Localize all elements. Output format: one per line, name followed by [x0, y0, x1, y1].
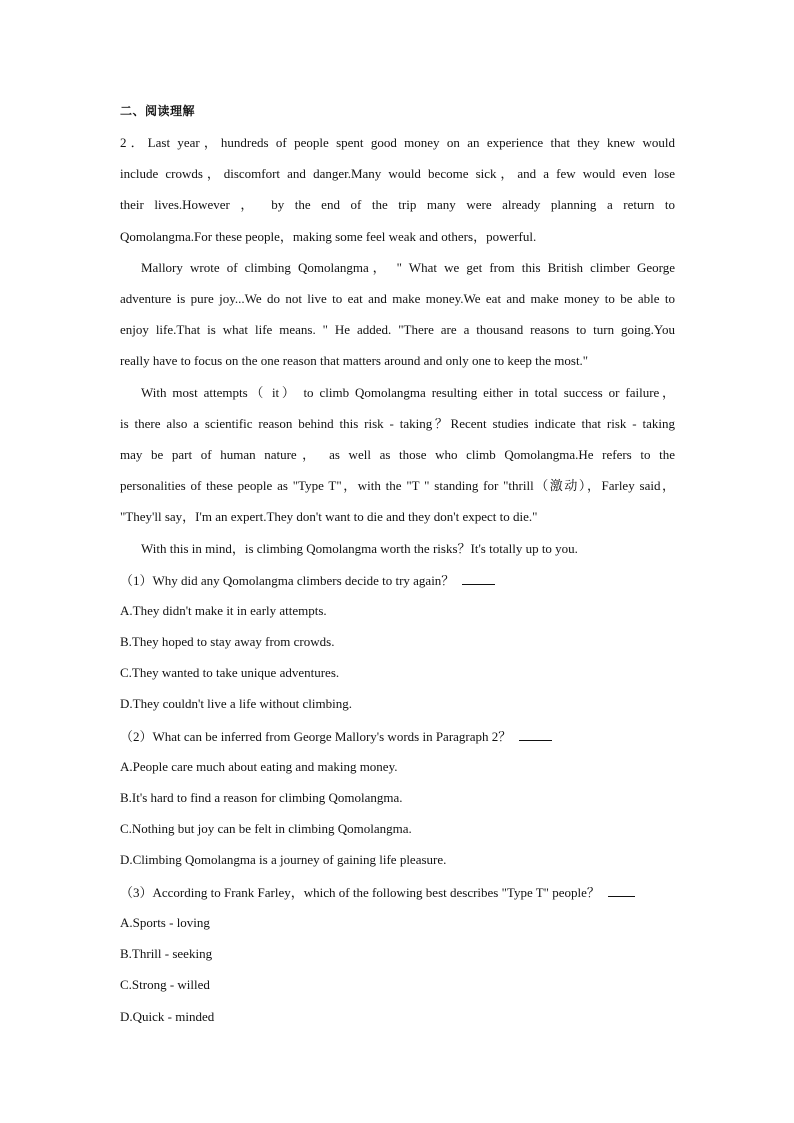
question-stem — [120, 571, 675, 590]
answer-option: C.Nothing but joy can be felt in climbing Qomolangma. — [120, 821, 412, 836]
answer-option: B.Thrill - seeking — [120, 946, 213, 961]
passage-line: enjoy life.That is what life means. " He added. "There are a thousand reasons to turn going.You — [120, 322, 675, 337]
passage-line: adventure is pure joy...We do not live to eat and make money.We eat and make money to be able to — [120, 291, 675, 306]
question-stem — [120, 883, 675, 902]
question-text: （3）According to Frank Farley，which of the following best describes "Type T" people？ — [120, 885, 600, 900]
passage-line: "They'll say，I'm an expert.They don't want to die and they don't expect to die." — [120, 509, 538, 524]
answer-option: C.Strong - willed — [120, 977, 210, 992]
passage-line: may be part of human nature， as well as those who climb Qomolangma.He refers to the — [120, 447, 675, 462]
passage-line: With this in mind，is climbing Qomolangma worth the risks？It's totally up to you. — [141, 541, 578, 556]
passage-line: personalities of these people as "Type T"，with the "T " standing for "thrill（激动），Farley said， — [120, 478, 675, 493]
passage-line: Mallory wrote of climbing Qomolangma， " What we get from this British climber George — [141, 260, 675, 275]
answer-option: A.People care much about eating and making money. — [120, 759, 398, 774]
passage-line: really have to focus on the one reason that matters around and only one to keep the most." — [120, 353, 589, 368]
answer-blank[interactable] — [519, 727, 552, 741]
question-stem — [120, 727, 675, 746]
section-heading: 二、阅读理解 — [120, 104, 196, 118]
answer-blank[interactable] — [462, 571, 495, 585]
passage-line: their lives.However ， by the end of the trip many were already planning a return to — [120, 197, 675, 212]
answer-option: D.Quick - minded — [120, 1009, 215, 1024]
answer-option: D.They couldn't live a life without climbing. — [120, 696, 352, 711]
passage-line: Qomolangma.For these people，making some feel weak and others，powerful. — [120, 229, 537, 244]
passage-line: With most attempts（ it） to climb Qomolangma resulting either in total success or failure， — [141, 385, 675, 400]
answer-option: B.They hoped to stay away from crowds. — [120, 634, 335, 649]
answer-option: D.Climbing Qomolangma is a journey of gaining life pleasure. — [120, 852, 447, 867]
passage-line: 2．Last year，hundreds of people spent good money on an experience that they knew would — [120, 135, 675, 150]
question-text: （2）What can be inferred from George Mallory's words in Paragraph 2？ — [120, 729, 512, 744]
answer-blank[interactable] — [608, 883, 635, 897]
passage-line: is there also a scientific reason behind this risk - taking？Recent studies indicate that risk - taking — [120, 416, 675, 431]
answer-option: C.They wanted to take unique adventures. — [120, 665, 340, 680]
passage-line: include crowds，discomfort and danger.Many would become sick，and a few would even lose — [120, 166, 675, 181]
answer-option: A.Sports - loving — [120, 915, 210, 930]
answer-option: A.They didn't make it in early attempts. — [120, 603, 327, 618]
question-text: （1）Why did any Qomolangma climbers decide to try again？ — [120, 573, 455, 588]
answer-option: B.It's hard to find a reason for climbing Qomolangma. — [120, 790, 403, 805]
